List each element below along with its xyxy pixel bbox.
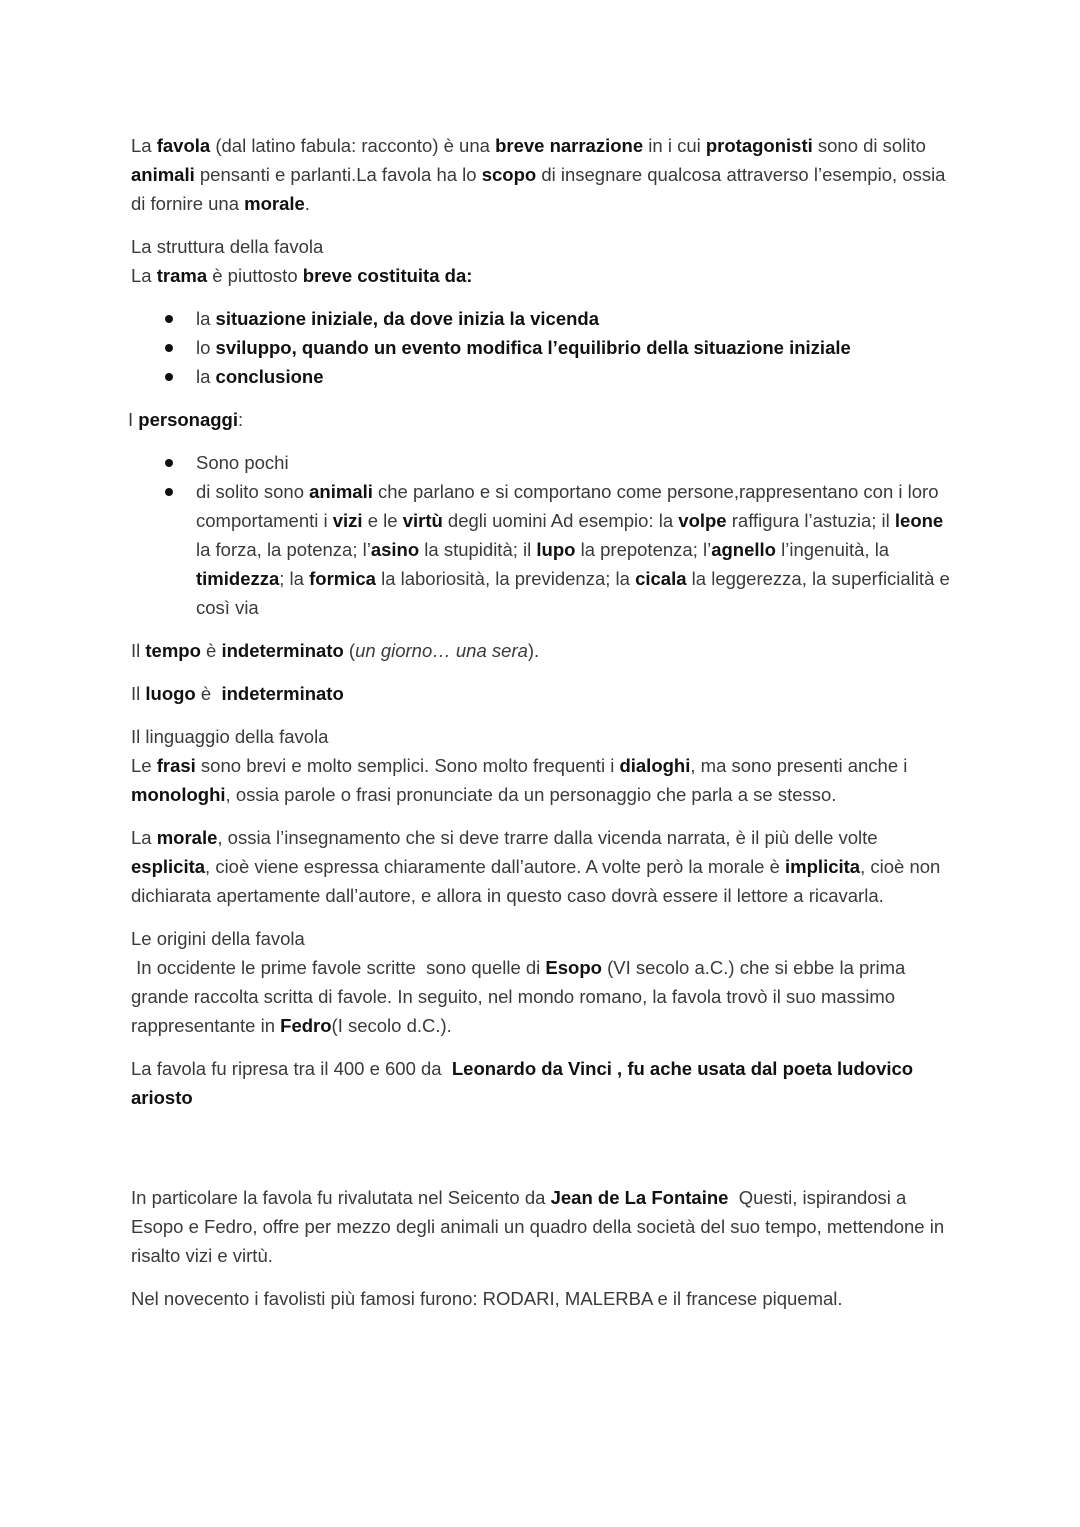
text-run: .	[304, 193, 310, 214]
text-run: che parlano e si comportano come persone,rappresentano con i loro comportamenti i	[196, 481, 944, 531]
bold-term: scopo	[481, 164, 537, 185]
luogo-line	[131, 679, 953, 708]
bold-term: breve narrazione	[495, 135, 644, 156]
bold-term: timidezza	[196, 568, 280, 589]
text-run: la prepotenza; l’	[575, 539, 712, 560]
text-run: La favola fu ripresa tra il 400 e 600 da	[131, 1058, 452, 1079]
novecento-paragraph	[131, 1284, 953, 1313]
document-page	[128, 131, 955, 1327]
bold-term: Leonardo da Vinci , fu ache usata dal poeta ludovico ariosto	[131, 1058, 919, 1108]
bold-term: Esopo	[545, 957, 602, 978]
tempo-line	[131, 636, 953, 665]
bold-term: agnello	[711, 539, 776, 560]
bullet-icon	[165, 344, 173, 352]
bold-term: cicala	[635, 568, 687, 589]
bold-term: animali	[309, 481, 373, 502]
text-run: la	[196, 366, 216, 387]
bold-term: volpe	[678, 510, 727, 531]
struttura-list	[131, 304, 953, 391]
text-run: sono di solito	[812, 135, 932, 156]
list-item	[131, 362, 953, 391]
bold-term: monologhi	[131, 784, 226, 805]
seicento-paragraph	[131, 1183, 953, 1270]
text-run: di insegnare qualcosa attraverso l’esempio, ossia di fornire una	[131, 164, 951, 214]
bold-term: situazione iniziale, da dove inizia la vicenda	[215, 308, 600, 329]
bullet-icon	[165, 315, 173, 323]
text-run: la laboriosità, la previdenza; la	[375, 568, 636, 589]
bold-term: vizi	[332, 510, 363, 531]
bold-term: luogo	[145, 683, 196, 704]
text-run: In particolare la favola fu rivalutata nel Seicento da	[131, 1187, 551, 1208]
bold-term: Jean de La Fontaine	[550, 1187, 729, 1208]
bullet-icon	[165, 459, 173, 467]
text-run: , ossia l’insegnamento che si deve trarre dalla vicenda narrata, è il più delle volte	[217, 827, 883, 848]
text-run: raffigura l’astuzia; il	[726, 510, 895, 531]
bullet-icon	[165, 373, 173, 381]
text-run: , cioè non dichiarata apertamente dall’autore, e allora in questo caso dovrà essere il lettore a ricavarla.	[131, 856, 946, 906]
text-run: ).	[527, 640, 540, 661]
text-run: la stupidità; il	[419, 539, 537, 560]
text-run: Il	[131, 683, 146, 704]
bold-term: animali	[131, 164, 195, 185]
text-run: in i cui	[643, 135, 706, 156]
text-run: (VI secolo a.C.) che si ebbe la prima grande raccolta scritta di favole. In seguito, nel mondo romano, la favola trovò il suo massimo rappresentante in	[131, 957, 911, 1036]
bold-term: conclusione	[215, 366, 324, 387]
bold-term: indeterminato	[221, 683, 344, 704]
text-run: degli uomini Ad esempio: la	[442, 510, 679, 531]
bold-term: morale	[244, 193, 305, 214]
bold-term: Fedro	[280, 1015, 332, 1036]
bold-term: trama	[156, 265, 208, 286]
text-run: di solito sono	[196, 481, 310, 502]
text-run: è	[195, 683, 222, 704]
bold-term: breve costituita da:	[302, 265, 473, 286]
list-item	[131, 477, 953, 622]
bold-term: implicita	[785, 856, 861, 877]
section-heading: La struttura della favola	[131, 236, 324, 257]
text-run: Il	[131, 640, 146, 661]
text-run: La	[131, 135, 157, 156]
linguaggio-section	[131, 722, 953, 809]
text-run: (I secolo d.C.).	[331, 1015, 452, 1036]
text-run: pensanti e parlanti.La favola ha lo	[194, 164, 482, 185]
text-run: I	[128, 409, 139, 430]
text-run: la	[196, 308, 216, 329]
text-run: la leggerezza, la superficialità e così via	[196, 568, 955, 618]
text-run: (	[343, 640, 356, 661]
bold-term: tempo	[145, 640, 201, 661]
bold-term: indeterminato	[221, 640, 344, 661]
bullet-icon	[165, 488, 173, 496]
text-run: sono brevi e molto semplici. Sono molto frequenti i	[195, 755, 620, 776]
text-run: Questi, ispirandosi a Esopo e Fedro, offre per mezzo degli animali un quadro della società del suo tempo, mettendone in risalto vizi e virtù.	[131, 1187, 950, 1266]
text-run: , cioè viene espressa chiaramente dall’autore. A volte però la morale è	[205, 856, 786, 877]
list-item	[131, 448, 953, 477]
text-run: Le	[131, 755, 157, 776]
bold-term: esplicita	[131, 856, 206, 877]
italic-example: un giorno… una sera	[355, 640, 528, 661]
text-run: , ossia parole o frasi pronunciate da un personaggio che parla a se stesso.	[225, 784, 837, 805]
list-item	[131, 304, 953, 333]
list-item	[131, 333, 953, 362]
bold-term: morale	[156, 827, 218, 848]
bold-term: favola	[156, 135, 211, 156]
origini-section	[131, 924, 953, 1040]
bold-term: asino	[370, 539, 420, 560]
bold-term: lupo	[536, 539, 576, 560]
text-run: l’ingenuità, la	[775, 539, 895, 560]
text-run: è	[200, 640, 222, 661]
bold-term: frasi	[156, 755, 196, 776]
text-run: Sono pochi	[196, 452, 289, 473]
bold-term: formica	[309, 568, 376, 589]
text-run: In occidente le prime favole scritte sono quelle di	[131, 957, 546, 978]
bold-term: personaggi	[138, 409, 238, 430]
text-run: è piuttosto	[207, 265, 303, 286]
ripresa-paragraph	[131, 1054, 953, 1112]
text-run: la forza, la potenza; l’	[196, 510, 949, 560]
intro-paragraph	[131, 131, 953, 218]
blank-space	[131, 1126, 953, 1183]
section-heading: Il linguaggio della favola	[131, 726, 329, 747]
text-run: La	[131, 827, 157, 848]
section-heading: Le origini della favola	[131, 928, 305, 949]
text-run: e le	[362, 510, 403, 531]
bold-term: sviluppo, quando un evento modifica l’equilibrio della situazione iniziale	[215, 337, 851, 358]
bold-term: virtù	[402, 510, 443, 531]
text-run: (dal latino fabula: racconto) è una	[210, 135, 496, 156]
text-run: Nel novecento i favolisti più famosi furono: RODARI, MALERBA e il francese piquemal.	[131, 1288, 843, 1309]
personaggi-heading	[128, 405, 953, 434]
text-run: , ma sono presenti anche i	[690, 755, 913, 776]
struttura-section	[131, 232, 953, 290]
bold-term: protagonisti	[705, 135, 813, 156]
morale-paragraph	[131, 823, 953, 910]
personaggi-list	[131, 448, 953, 622]
text-run: :	[238, 409, 244, 430]
bold-term: leone	[894, 510, 944, 531]
bold-term: dialoghi	[619, 755, 691, 776]
text-run: La	[131, 265, 157, 286]
text-run: lo	[196, 337, 216, 358]
text-run: ; la	[279, 568, 310, 589]
